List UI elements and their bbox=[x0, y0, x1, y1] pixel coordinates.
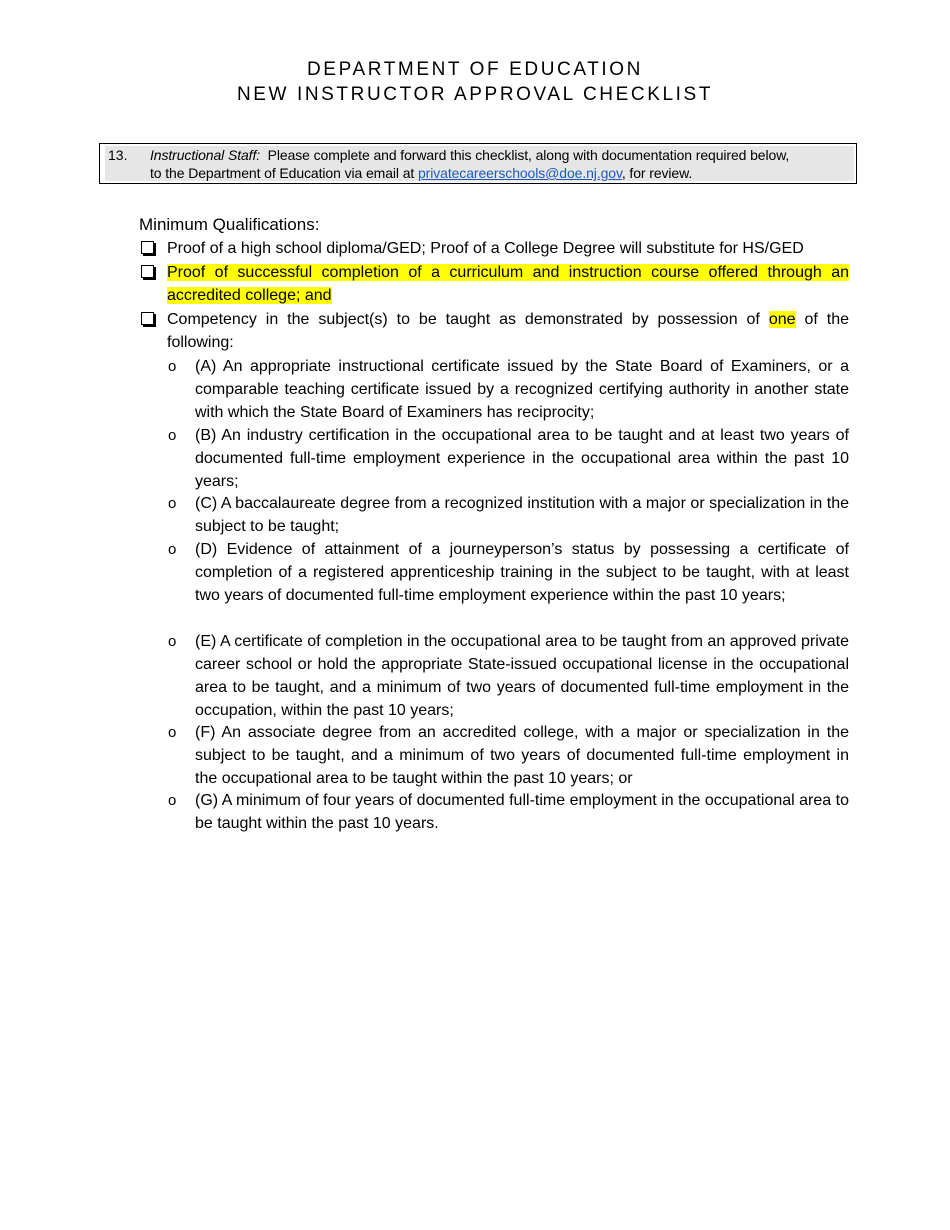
bullet-icon: o bbox=[168, 495, 177, 512]
bullet-icon: o bbox=[168, 358, 177, 375]
option-text: (C) A baccalaureate degree from a recognized institution with a major or specialization in the subject to be taught; bbox=[195, 495, 849, 535]
instruction-text-2-suffix: , for review. bbox=[621, 165, 693, 181]
option-g bbox=[168, 789, 849, 835]
option-f bbox=[168, 721, 849, 790]
bullet-icon: o bbox=[168, 633, 177, 650]
checkbox-icon[interactable] bbox=[141, 312, 154, 325]
checkbox-icon[interactable] bbox=[141, 265, 154, 278]
page-title-checklist: NEW INSTRUCTOR APPROVAL CHECKLIST bbox=[236, 84, 714, 105]
item-number: 13. bbox=[108, 147, 128, 163]
competency-text-before: Competency in the subject(s) to be taught as demonstrated by possession of bbox=[167, 311, 769, 328]
checklist-item-curriculum-course bbox=[139, 261, 849, 307]
option-text: (F) An associate degree from an accredited college, with a major or specialization in the subject to be taught, and a minimum of two years of documented full-time employment in the occupational area to be taught within the past 10 years; or bbox=[195, 724, 849, 787]
option-text: (B) An industry certification in the occupational area to be taught and at least two years of documented full-time employment experience in the occupational area within the past 10 years; bbox=[195, 427, 849, 490]
option-d bbox=[168, 538, 849, 630]
checklist-item-text bbox=[167, 261, 849, 307]
option-b bbox=[168, 424, 849, 493]
checklist-item-text: Proof of a high school diploma/GED; Proof of a College Degree will substitute for HS/GED bbox=[167, 240, 804, 257]
checklist-item-diploma bbox=[139, 237, 849, 260]
instruction-line-1 bbox=[150, 146, 789, 165]
instruction-text-1: Please complete and forward this checklist, along with documentation required below, bbox=[267, 147, 790, 163]
competency-text-after: of the following: bbox=[167, 311, 850, 351]
bullet-icon: o bbox=[168, 792, 177, 809]
bullet-icon: o bbox=[168, 724, 177, 741]
option-a bbox=[168, 355, 849, 424]
option-text: (D) Evidence of attainment of a journeyperson’s status by possessing a certificate of completion of a registered apprenticeship training in the subject to be taught, with at least two years of documented full-time employment experience within the past 10 years; bbox=[195, 541, 849, 604]
page-title-department: DEPARTMENT OF EDUCATION bbox=[306, 59, 644, 80]
option-text: (A) An appropriate instructional certificate issued by the State Board of Examiners, or a comparable teaching certificate issued by a recognized certifying authority in another state with which the State Board of Examiners has reciprocity; bbox=[195, 358, 849, 421]
instruction-label: Instructional Staff: bbox=[150, 147, 261, 163]
min-qualifications-heading: Minimum Qualifications: bbox=[139, 215, 320, 234]
instruction-line-2 bbox=[150, 164, 692, 183]
option-e bbox=[168, 630, 849, 722]
option-text: (G) A minimum of four years of documented full-time employment in the occupational area to be taught within the past 10 years. bbox=[195, 792, 849, 832]
checklist-item-text bbox=[167, 308, 849, 354]
checklist-item-competency bbox=[139, 308, 849, 354]
email-link[interactable]: privatecareerschools@doe.nj.gov bbox=[417, 165, 622, 181]
instruction-text-2-prefix: to the Department of Education via email at bbox=[150, 165, 418, 181]
option-c bbox=[168, 492, 849, 538]
bullet-icon: o bbox=[168, 541, 177, 558]
highlighted-text: Proof of successful completion of a curriculum and instruction course offered through an accredited college; and bbox=[167, 264, 849, 304]
highlighted-word-one: one bbox=[768, 311, 796, 328]
bullet-icon: o bbox=[168, 427, 177, 444]
checkbox-icon[interactable] bbox=[141, 241, 154, 254]
option-text: (E) A certificate of completion in the occupational area to be taught from an approved private career school or hold the appropriate State-issued occupational license in the occupational area to be taught, and a minimum of two years of documented full-time employment in the occupation, within the past 10 years; bbox=[195, 633, 849, 719]
